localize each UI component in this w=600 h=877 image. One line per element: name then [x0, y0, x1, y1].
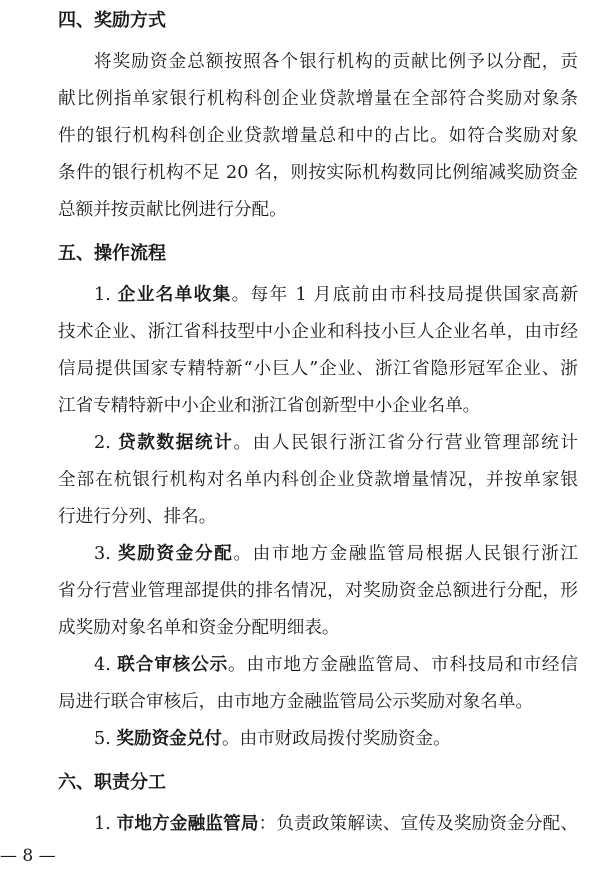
section-4-line-5: 总额并按贡献比例进行分配。: [58, 200, 287, 220]
item-title: 奖励资金分配: [118, 544, 234, 564]
item-text: ：负责政策解读、宣传及奖励资金分配、: [258, 814, 578, 834]
procedure-item-1: [94, 283, 578, 307]
item-text: 。由市地方金融监管局、市科技局和市经信: [228, 655, 578, 675]
item-text: 。由市财政局拨付奖励资金。: [221, 729, 451, 749]
section-4-line-3: 件的银行机构科创企业贷款增量总和中的占比。如符合奖励对象: [58, 126, 578, 146]
page-number: — 8 —: [0, 846, 56, 866]
procedure-item-1-line-3: 信局提供国家专精特新“小巨人”企业、浙江省隐形冠军企业、浙: [58, 359, 578, 379]
item-title: 企业名单收集: [117, 285, 232, 305]
item-title: 贷款数据统计: [118, 433, 234, 453]
item-text: 。由人民银行浙江省分行营业管理部统计: [233, 433, 578, 453]
procedure-item-2-line-3: 行进行分列、排名。: [58, 507, 217, 527]
section-4-line-1: 将奖励资金总额按照各个银行机构的贡献比例予以分配，贡: [94, 52, 578, 72]
item-title: 联合审核公示: [117, 655, 229, 675]
procedure-item-3: [94, 542, 578, 566]
procedure-item-4: [94, 653, 578, 677]
procedure-item-5: [94, 727, 578, 751]
procedure-item-3-line-2: 省分行营业管理部提供的排名情况，对奖励资金总额进行分配，形: [58, 581, 578, 601]
procedure-item-1-line-2: 技术企业、浙江省科技型中小企业和科技小巨人企业名单，由市经: [58, 322, 578, 342]
section-5-heading: 五、操作流程: [58, 243, 166, 264]
section-4-line-4: 条件的银行机构不足 20 名，则按实际机构数同比例缩减奖励资金: [58, 163, 578, 183]
item-number: 3.: [94, 544, 111, 564]
item-number: 4.: [94, 655, 111, 675]
item-number: 5.: [94, 729, 111, 749]
item-number: 2.: [94, 433, 111, 453]
procedure-item-3-line-3: 成奖励对象名单和资金分配明细表。: [58, 618, 340, 638]
section-4-heading: 四、奖励方式: [58, 10, 166, 31]
procedure-item-2-line-2: 全部在杭银行机构对名单内科创企业贷款增量情况，并按单家银: [58, 470, 578, 490]
item-number: 1.: [94, 285, 111, 305]
item-text: 。每年 1 月底前由市科技局提供国家高新: [231, 285, 578, 305]
procedure-item-4-line-2: 局进行联合审核后，由市地方金融监管局公示奖励对象名单。: [58, 692, 534, 712]
procedure-item-1-line-4: 江省专精特新中小企业和浙江省创新型中小企业名单。: [58, 396, 481, 416]
procedure-item-2: [94, 431, 578, 455]
item-number: 1.: [94, 814, 111, 834]
item-title: 奖励资金兑付: [116, 729, 222, 749]
item-text: 。由市地方金融监管局根据人民银行浙江: [233, 544, 578, 564]
item-title: 市地方金融监管局: [116, 814, 259, 834]
duty-item-1: [94, 812, 578, 836]
section-4-line-2: 献比例指单家银行机构科创企业贷款增量在全部符合奖励对象条: [58, 89, 578, 109]
section-6-heading: 六、职责分工: [58, 772, 166, 793]
